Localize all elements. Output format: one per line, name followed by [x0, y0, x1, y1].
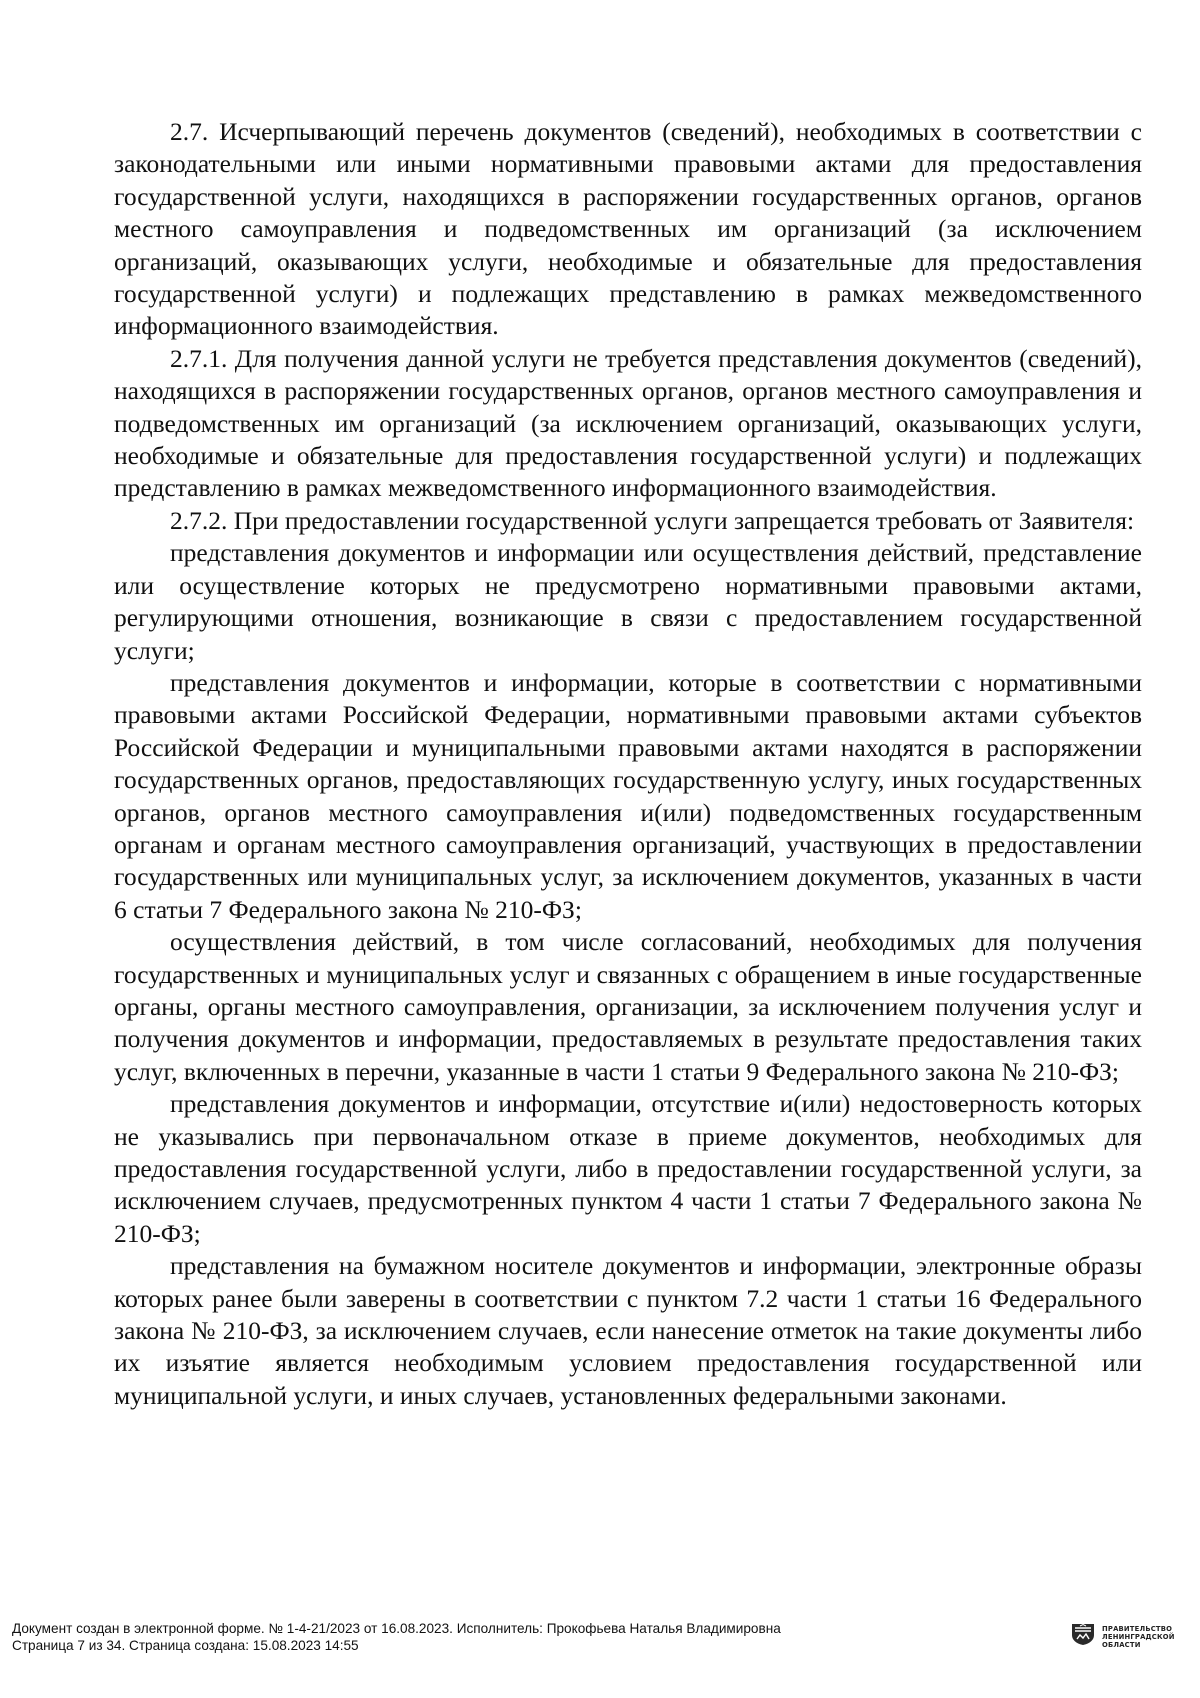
list-item: представления документов и информации или осуществления действий, представление или осуществление которых не предусмотрено нормативными правовыми актами, регулирующими отношения, возникающие в связи с предоставлением государственной услуги;: [114, 538, 1142, 665]
list-item: представления документов и информации, которые в соответствии с нормативными правовыми актами Российской Федерации, нормативными правовыми актами субъектов Российской Федерации и муниципальными правовыми актами находятся в распоряжении государственных органов, предоставляющих государственную услугу, иных государственных органов, органов местного самоуправления и(или) подведомственных государственным органам и органам местного самоуправления организаций, участвующих в предоставлении государственных или муниципальных услуг, за исключением документов, указанных в части 6 статьи 7 Федерального закона № 210-ФЗ;: [114, 667, 1142, 924]
footer-page-info: Страница 7 из 34. Страница создана: 15.08.2023 14:55: [12, 1638, 359, 1653]
paragraph-2-7-2: 2.7.2. При предоставлении государственной услуги запрещается требовать от Заявителя:: [170, 505, 1135, 535]
list-item: представления документов и информации, отсутствие и(или) недостоверность которых не указывались при первоначальном отказе в приеме документов, необходимых для предоставления государственной услуги, либо в предоставлении государственной услуги, за исключением случаев, предусмотренных пунктом 4 части 1 статьи 7 Федерального закона № 210-ФЗ;: [114, 1089, 1142, 1248]
footer-document-info: Документ создан в электронной форме. № 1-4-21/2023 от 16.08.2023. Исполнитель: Прокофьева Наталья Владимировна: [12, 1621, 781, 1636]
paragraph-2-7-1: 2.7.1. Для получения данной услуги не требуется представления документов (сведений), находящихся в распоряжении государственных органов, органов местного самоуправления и подведомственных им организаций (за исключением организаций, оказывающих услуги, необходимые и обязательные для предоставления государственной услуги) и подлежащих представлению в рамках межведомственного информационного взаимодействия.: [114, 343, 1142, 503]
coat-of-arms-icon: [1070, 1622, 1096, 1651]
logo-text: ПРАВИТЕЛЬСТВО ЛЕНИНГРАДСКОЙ ОБЛАСТИ: [1102, 1624, 1175, 1649]
document-footer: [12, 1620, 781, 1654]
document-body: [114, 116, 1142, 1412]
list-item: представления на бумажном носителе документов и информации, электронные образы которых ранее были заверены в соответствии с пунктом 7.2 части 1 статьи 16 Федерального закона № 210-ФЗ, за исключением случаев, если нанесение отметок на такие документы либо их изъятие является необходимым условием предоставления государственной или муниципальной услуги, и иных случаев, установленных федеральными законами.: [114, 1251, 1142, 1410]
list-item: осуществления действий, в том числе согласований, необходимых для получения государственных и муниципальных услуг и связанных с обращением в иные государственные органы, органы местного самоуправления, организации, за исключением получения услуг и получения документов и информации, предоставляемых в результате предоставления таких услуг, включенных в перечни, указанные в части 1 статьи 9 Федерального закона № 210-ФЗ;: [114, 927, 1142, 1086]
paragraph-2-7: 2.7. Исчерпывающий перечень документов (сведений), необходимых в соответствии с законодательными или иными нормативными правовыми актами для предоставления государственной услуги, находящихся в распоряжении государственных органов, органов местного самоуправления и подведомственных им организаций (за исключением организаций, оказывающих услуги, необходимые и обязательные для предоставления государственной услуги) и подлежащих представлению в рамках межведомственного информационного взаимодействия.: [114, 117, 1142, 341]
government-logo: [1070, 1622, 1175, 1651]
